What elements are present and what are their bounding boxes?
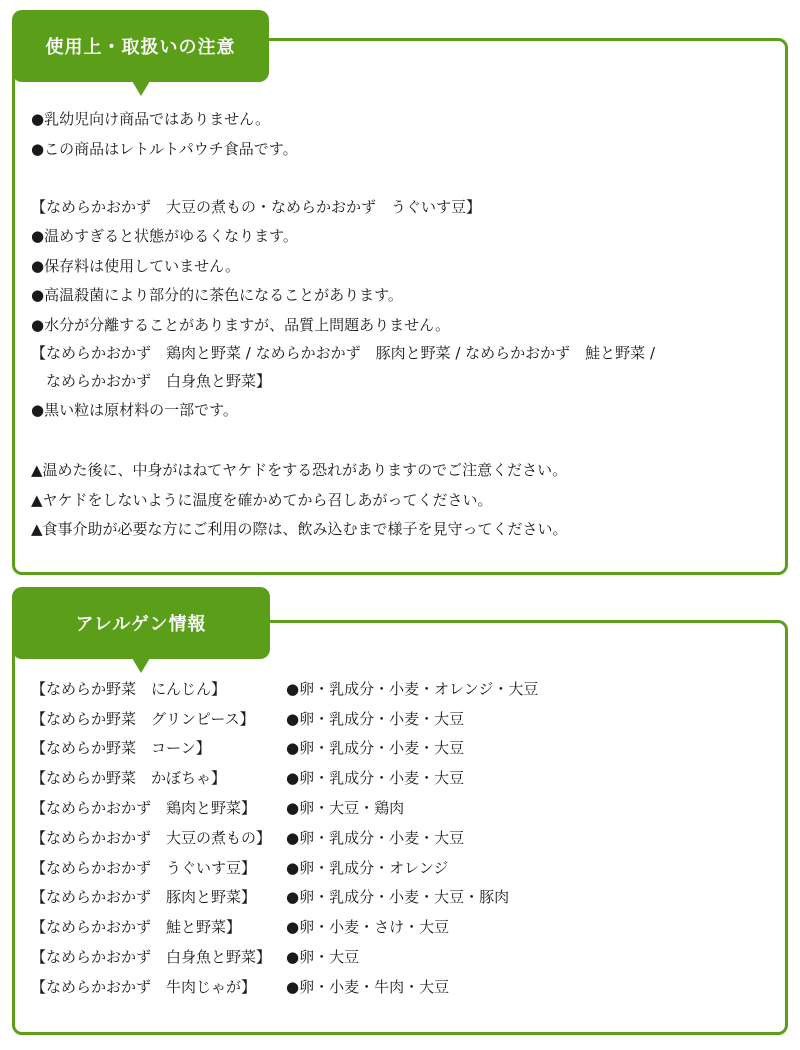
allergen-product: 【なめらかおかず 大豆の煮もの】 [31, 829, 272, 847]
allergen-list: ●卵・大豆・鶏肉 [286, 799, 405, 817]
allergen-list: ●卵・乳成分・小麦・大豆 [286, 710, 465, 728]
usage-line: ●乳幼児向け商品ではありません。 [31, 110, 270, 128]
allergen-product: 【なめらか野菜 グリンピース】 [31, 710, 255, 728]
usage-product-heading: なめらかおかず 白身魚と野菜】 [31, 372, 272, 390]
usage-product-heading: 【なめらかおかず 鶏肉と野菜 / なめらかおかず 豚肉と野菜 / なめらかおかず 鮭と野菜 / [31, 344, 656, 362]
allergen-row [31, 709, 731, 729]
allergen-list: ●卵・乳成分・小麦・大豆 [286, 739, 465, 757]
allergen-product: 【なめらかおかず 白身魚と野菜】 [31, 948, 272, 966]
usage-line: ●黒い粒は原材料の一部です。 [31, 401, 238, 419]
allergen-list: ●卵・大豆 [286, 948, 360, 966]
allergen-product: 【なめらかおかず 鶏肉と野菜】 [31, 799, 257, 817]
allergen-product: 【なめらか野菜 かぼちゃ】 [31, 769, 227, 787]
allergen-row [31, 798, 731, 818]
usage-line: ●温めすぎると状態がゆるくなります。 [31, 227, 298, 245]
warning-line: ▲温めた後に、中身がはねてヤケドをする恐れがありますのでご注意ください。 [31, 461, 568, 479]
allergen-list: ●卵・小麦・さけ・大豆 [286, 918, 450, 936]
allergen-list: ●卵・乳成分・小麦・大豆 [286, 769, 465, 787]
usage-cautions-title: 使用上・取扱いの注意 [45, 37, 236, 58]
usage-line: ●高温殺菌により部分的に茶色になることがあります。 [31, 286, 403, 304]
allergen-list: ●卵・乳成分・小麦・大豆・豚肉 [286, 888, 510, 906]
usage-line: ●水分が分離することがありますが、品質上問題ありません。 [31, 316, 450, 334]
allergen-row [31, 679, 731, 699]
allergen-row [31, 828, 731, 848]
allergen-list: ●卵・乳成分・小麦・オレンジ・大豆 [286, 680, 539, 698]
warning-line: ▲食事介助が必要な方にご利用の際は、飲み込むまで様子を見守ってください。 [31, 520, 568, 538]
allergen-list: ●卵・乳成分・小麦・大豆 [286, 829, 465, 847]
allergen-product: 【なめらかおかず 豚肉と野菜】 [31, 888, 257, 906]
allergen-heading [12, 587, 270, 659]
allergen-row [31, 858, 731, 878]
usage-product-heading: 【なめらかおかず 大豆の煮もの・なめらかおかず うぐいす豆】 [31, 198, 482, 216]
warning-line: ▲ヤケドをしないように温度を確かめてから召しあがってください。 [31, 491, 493, 509]
allergen-list: ●卵・小麦・牛肉・大豆 [286, 978, 450, 996]
allergen-product: 【なめらかおかず 鮭と野菜】 [31, 918, 242, 936]
allergen-product: 【なめらかおかず 牛肉じゃが】 [31, 978, 257, 996]
allergen-product: 【なめらかおかず うぐいす豆】 [31, 859, 257, 877]
allergen-product: 【なめらか野菜 コーン】 [31, 739, 211, 757]
usage-cautions-heading [12, 10, 269, 82]
usage-line: ●保存料は使用していません。 [31, 257, 240, 275]
allergen-list: ●卵・乳成分・オレンジ [286, 859, 449, 877]
allergen-row [31, 738, 731, 758]
allergen-row [31, 887, 731, 907]
allergen-row [31, 947, 731, 967]
allergen-row [31, 917, 731, 937]
usage-line: ●この商品はレトルトパウチ食品です。 [31, 140, 298, 158]
allergen-row [31, 768, 731, 788]
allergen-title: アレルゲン情報 [75, 614, 207, 635]
allergen-row [31, 977, 731, 997]
allergen-product: 【なめらか野菜 にんじん】 [31, 680, 227, 698]
